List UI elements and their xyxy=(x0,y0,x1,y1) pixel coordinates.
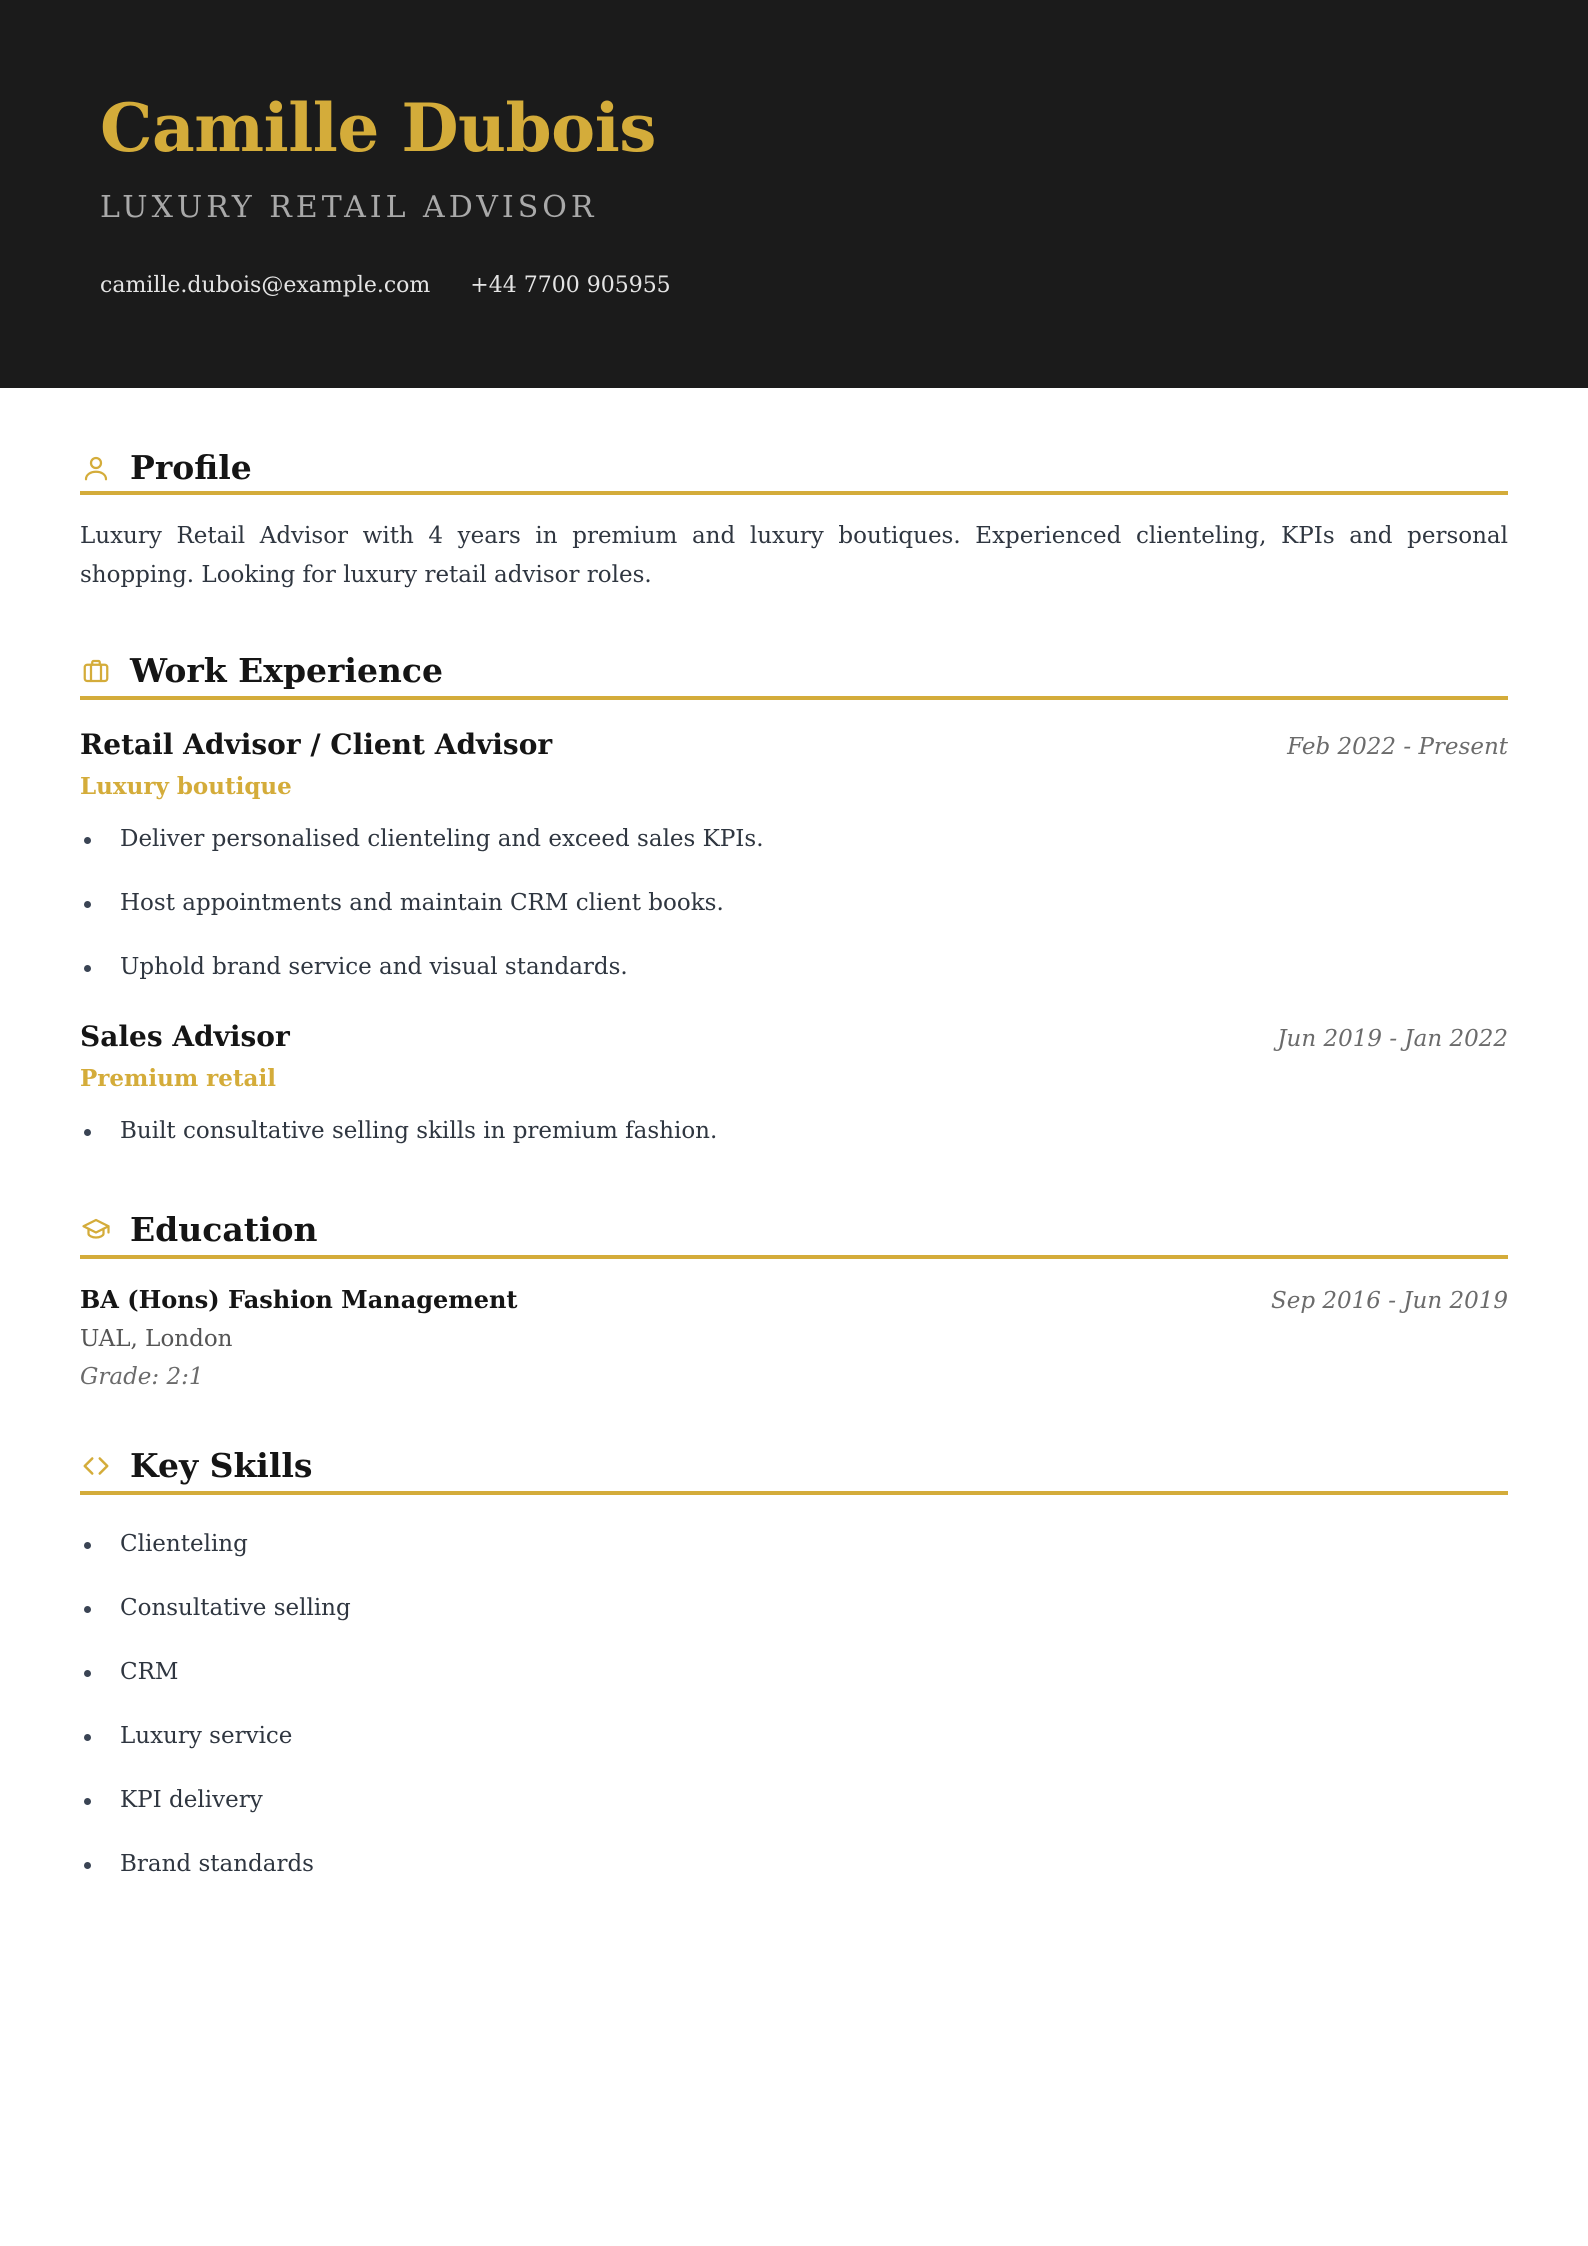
skills-title: Key Skills xyxy=(130,1446,313,1485)
resume-header xyxy=(0,0,1588,388)
institution: UAL, London xyxy=(80,1326,233,1352)
job-header xyxy=(80,728,1508,761)
skill-item: Consultative selling xyxy=(80,1593,1508,1623)
job-title: Sales Advisor xyxy=(80,1020,290,1053)
education-section xyxy=(80,1204,1508,1390)
experience-section xyxy=(80,645,1508,1146)
education-header xyxy=(80,1285,1508,1314)
grade: Grade: 2:1 xyxy=(80,1364,204,1390)
job-bullet: Uphold brand service and visual standards. xyxy=(80,952,1508,982)
job-company: Luxury boutique xyxy=(80,773,292,800)
skill-item: Brand standards xyxy=(80,1849,1508,1879)
profile-section xyxy=(80,444,1508,595)
phone-text: +44 7700 905955 xyxy=(470,273,671,298)
job-bullet: Built consultative selling skills in premium fashion. xyxy=(80,1116,1508,1146)
email-text: camille.dubois@example.com xyxy=(100,273,431,298)
graduation-cap-icon xyxy=(80,1214,112,1246)
job-company: Premium retail xyxy=(80,1065,276,1092)
job-entry xyxy=(80,1020,1508,1146)
code-brackets-icon xyxy=(80,1450,112,1482)
skills-heading xyxy=(80,1440,1508,1495)
education-entry xyxy=(80,1285,1508,1390)
job-title: Retail Advisor / Client Advisor xyxy=(80,728,553,761)
resume-body xyxy=(0,444,1588,1879)
skill-item: CRM xyxy=(80,1657,1508,1687)
degree-title: BA (Hons) Fashion Management xyxy=(80,1285,518,1314)
skill-item: KPI delivery xyxy=(80,1785,1508,1815)
contact-info xyxy=(100,272,1488,300)
profile-summary: Luxury Retail Advisor with 4 years in premium and luxury boutiques. Experienced clienteling, KPIs and personal shopping. Looking for luxury retail advisor roles. xyxy=(80,523,1508,588)
skill-item: Clienteling xyxy=(80,1529,1508,1559)
skill-item: Luxury service xyxy=(80,1721,1508,1751)
briefcase-icon xyxy=(80,655,112,687)
experience-title: Work Experience xyxy=(130,651,444,690)
candidate-role: LUXURY RETAIL ADVISOR xyxy=(100,190,598,225)
job-dates: Feb 2022 - Present xyxy=(1287,734,1508,760)
job-header xyxy=(80,1020,1508,1053)
skills-section xyxy=(80,1440,1508,1879)
education-heading xyxy=(80,1204,1508,1259)
candidate-name: Camille Dubois xyxy=(100,89,656,167)
job-bullets xyxy=(80,824,1508,982)
skills-list xyxy=(80,1529,1508,1879)
job-bullet: Deliver personalised clienteling and exceed sales KPIs. xyxy=(80,824,1508,854)
education-title: Education xyxy=(130,1210,318,1249)
person-icon xyxy=(80,452,112,484)
job-entry xyxy=(80,728,1508,982)
job-bullets xyxy=(80,1116,1508,1146)
profile-title: Profile xyxy=(130,448,252,487)
profile-heading xyxy=(80,444,1508,495)
experience-heading xyxy=(80,645,1508,700)
job-bullet: Host appointments and maintain CRM client books. xyxy=(80,888,1508,918)
education-dates: Sep 2016 - Jun 2019 xyxy=(1270,1288,1508,1314)
job-dates: Jun 2019 - Jan 2022 xyxy=(1277,1026,1508,1052)
